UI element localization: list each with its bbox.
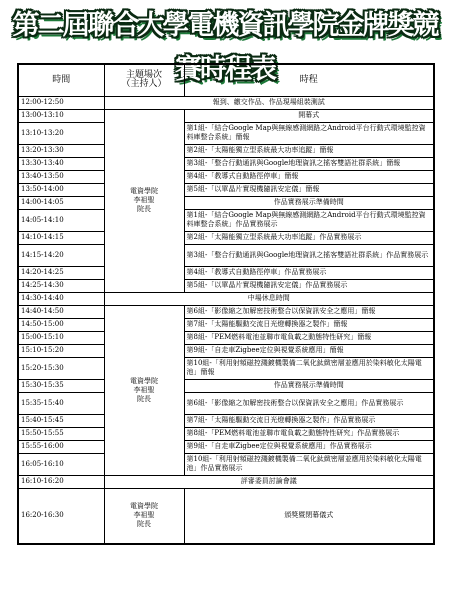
table-header-row: [18, 64, 434, 96]
row-time: 13:30-13:40: [18, 157, 104, 170]
row-time: 16:10-16:20: [18, 475, 104, 488]
row-event: 評審委員討論會議: [104, 475, 434, 488]
row-event: 第2組-「太陽能獨立型系統最大功率追蹤」簡報: [184, 144, 434, 157]
row-event: 第4組-「教導式自動路徑停車」作品實務展示: [184, 266, 434, 279]
row-time: 14:15-14:20: [18, 244, 104, 266]
table-row: [18, 292, 434, 305]
row-event: 第9組-「自走車Zigbee定位與視覺系統應用」簡報: [184, 344, 434, 357]
table-row: [18, 488, 434, 544]
row-event: 第8組-「PEM燃料電池並聯市電負載之動態特性研究」作品實務展示: [184, 427, 434, 440]
host-line3: 院長: [137, 394, 151, 403]
table-row: [18, 244, 434, 266]
host-line1: 電資學院: [130, 502, 158, 511]
row-time: 14:30-14:40: [18, 292, 104, 305]
table-row: [18, 157, 434, 170]
row-time: 14:00-14:05: [18, 196, 104, 209]
row-event: 開幕式: [184, 109, 434, 122]
host-line1: 電資學院: [130, 376, 158, 385]
header-time: 時間: [18, 64, 104, 96]
row-time: 15:20-15:30: [18, 357, 104, 379]
row-event: 第2組-「太陽能獨立型系統最大功率追蹤」作品實務展示: [184, 231, 434, 244]
table-row: [18, 209, 434, 231]
row-time: 13:10-13:20: [18, 122, 104, 144]
row-event: 第8組-「PEM燃料電池並聯市電負載之動態特性研究」簡報: [184, 331, 434, 344]
row-event: 報到、繳交作品、作品現場組裝測試: [104, 96, 434, 109]
row-event: 第6組-「影像縮之加解密技術整合以保資訊安全之應用」作品實務展示: [184, 392, 434, 414]
table-row: [18, 331, 434, 344]
row-event: 第5組-「以單晶片實現機隨訊安定儀」作品實務展示: [184, 279, 434, 292]
table-row: [18, 231, 434, 244]
table-row: [18, 122, 434, 144]
row-time: 16:20-16:30: [18, 488, 104, 544]
row-time: 13:20-13:30: [18, 144, 104, 157]
row-time: 15:35-15:40: [18, 392, 104, 414]
table-row: [18, 414, 434, 427]
row-time: 13:50-14:00: [18, 183, 104, 196]
row-event: 第10組-「利用射頻磁控濺鍍機製備二氧化鈦緻密層並應用於染料敏化太陽電池」簡報: [184, 357, 434, 379]
header-host-line2: （主持人）: [121, 79, 167, 90]
host-line2: 李祖聖: [133, 511, 155, 520]
table-row: [18, 96, 434, 109]
row-event: 中場休息時間: [104, 292, 434, 305]
row-event: 第10組-「利用射頻磁控濺鍍機製備二氧化鈦緻密層並應用於染料敏化太陽電池」作品實務展示: [184, 453, 434, 475]
row-time: 14:25-14:30: [18, 279, 104, 292]
row-time: 14:40-14:50: [18, 305, 104, 318]
schedule-table: [17, 63, 435, 545]
row-time: 15:55-16:00: [18, 440, 104, 453]
row-time: 13:00-13:10: [18, 109, 104, 122]
row-time: 14:05-14:10: [18, 209, 104, 231]
row-time: 15:00-15:10: [18, 331, 104, 344]
table-row: [18, 475, 434, 488]
row-event: 第7組-「太陽能驅動交流日光燈轉換器之製作」簡報: [184, 318, 434, 331]
row-event: 第3組-「整合行動通訊與Google地理資訊之搖客雙語社群系統」作品實務展示: [184, 244, 434, 266]
page-title: 第二屆聯合大學電機資訊學院金牌獎競賽時程表: [12, 10, 438, 85]
row-event: 作品實務展示準備時間: [184, 196, 434, 209]
table-row: [18, 170, 434, 183]
table-row: [18, 183, 434, 196]
table-row: [18, 196, 434, 209]
host-cell: [104, 109, 184, 292]
row-event: 第5組-「以單晶片實現機隨訊安定儀」簡報: [184, 183, 434, 196]
table-row: [18, 357, 434, 379]
row-event: 第3組-「整合行動通訊與Google地理資訊之搖客雙語社群系統」簡報: [184, 157, 434, 170]
row-event: 作品實務展示準備時間: [184, 379, 434, 392]
row-event: 第6組-「影像縮之加解密技術整合以保資訊安全之應用」簡報: [184, 305, 434, 318]
row-event: 第4組-「教導式自動路徑停車」簡報: [184, 170, 434, 183]
header-schedule: 時程: [184, 64, 434, 96]
table-row: [18, 109, 434, 122]
table-row: [18, 266, 434, 279]
table-row: [18, 318, 434, 331]
table-row: [18, 379, 434, 392]
row-time: 15:50-15:55: [18, 427, 104, 440]
row-event: 頒獎暨閉幕儀式: [184, 488, 434, 544]
row-time: 15:40-15:45: [18, 414, 104, 427]
host-cell: [104, 488, 184, 544]
header-host: [104, 64, 184, 96]
host-line2: 李祖聖: [133, 196, 155, 204]
table-row: [18, 305, 434, 318]
table-row: [18, 144, 434, 157]
header-host-line1: 主題場次: [125, 70, 162, 81]
table-row: [18, 344, 434, 357]
row-time: 15:10-15:20: [18, 344, 104, 357]
table-row: [18, 440, 434, 453]
host-line3: 院長: [137, 520, 151, 529]
host-line2: 李祖聖: [133, 385, 155, 394]
row-time: 14:20-14:25: [18, 266, 104, 279]
row-time: 15:30-15:35: [18, 379, 104, 392]
row-event: 第1組-「結合Google Map與無線感測網路之Android平台行動式環境監控資料庫整合系統」簡報: [184, 122, 434, 144]
row-event: 第1組-「結合Google Map與無線感測網路之Android平台行動式環境監控資料庫整合系統」作品實務展示: [184, 209, 434, 231]
row-event: 第9組-「自走車Zigbee定位與視覺系統應用」作品實務展示: [184, 440, 434, 453]
host-cell: [104, 305, 184, 475]
row-time: 12:00-12:50: [18, 96, 104, 109]
row-time: 13:40-13:50: [18, 170, 104, 183]
table-row: [18, 453, 434, 475]
table-row: [18, 392, 434, 414]
host-line3: 院長: [137, 205, 151, 213]
table-row: [18, 279, 434, 292]
row-time: 14:50-15:00: [18, 318, 104, 331]
row-time: 16:05-16:10: [18, 453, 104, 475]
row-event: 第7組-「太陽能驅動交流日光燈轉換器之製作」作品實務展示: [184, 414, 434, 427]
table-row: [18, 427, 434, 440]
host-line1: 電資學院: [130, 187, 158, 195]
row-time: 14:10-14:15: [18, 231, 104, 244]
